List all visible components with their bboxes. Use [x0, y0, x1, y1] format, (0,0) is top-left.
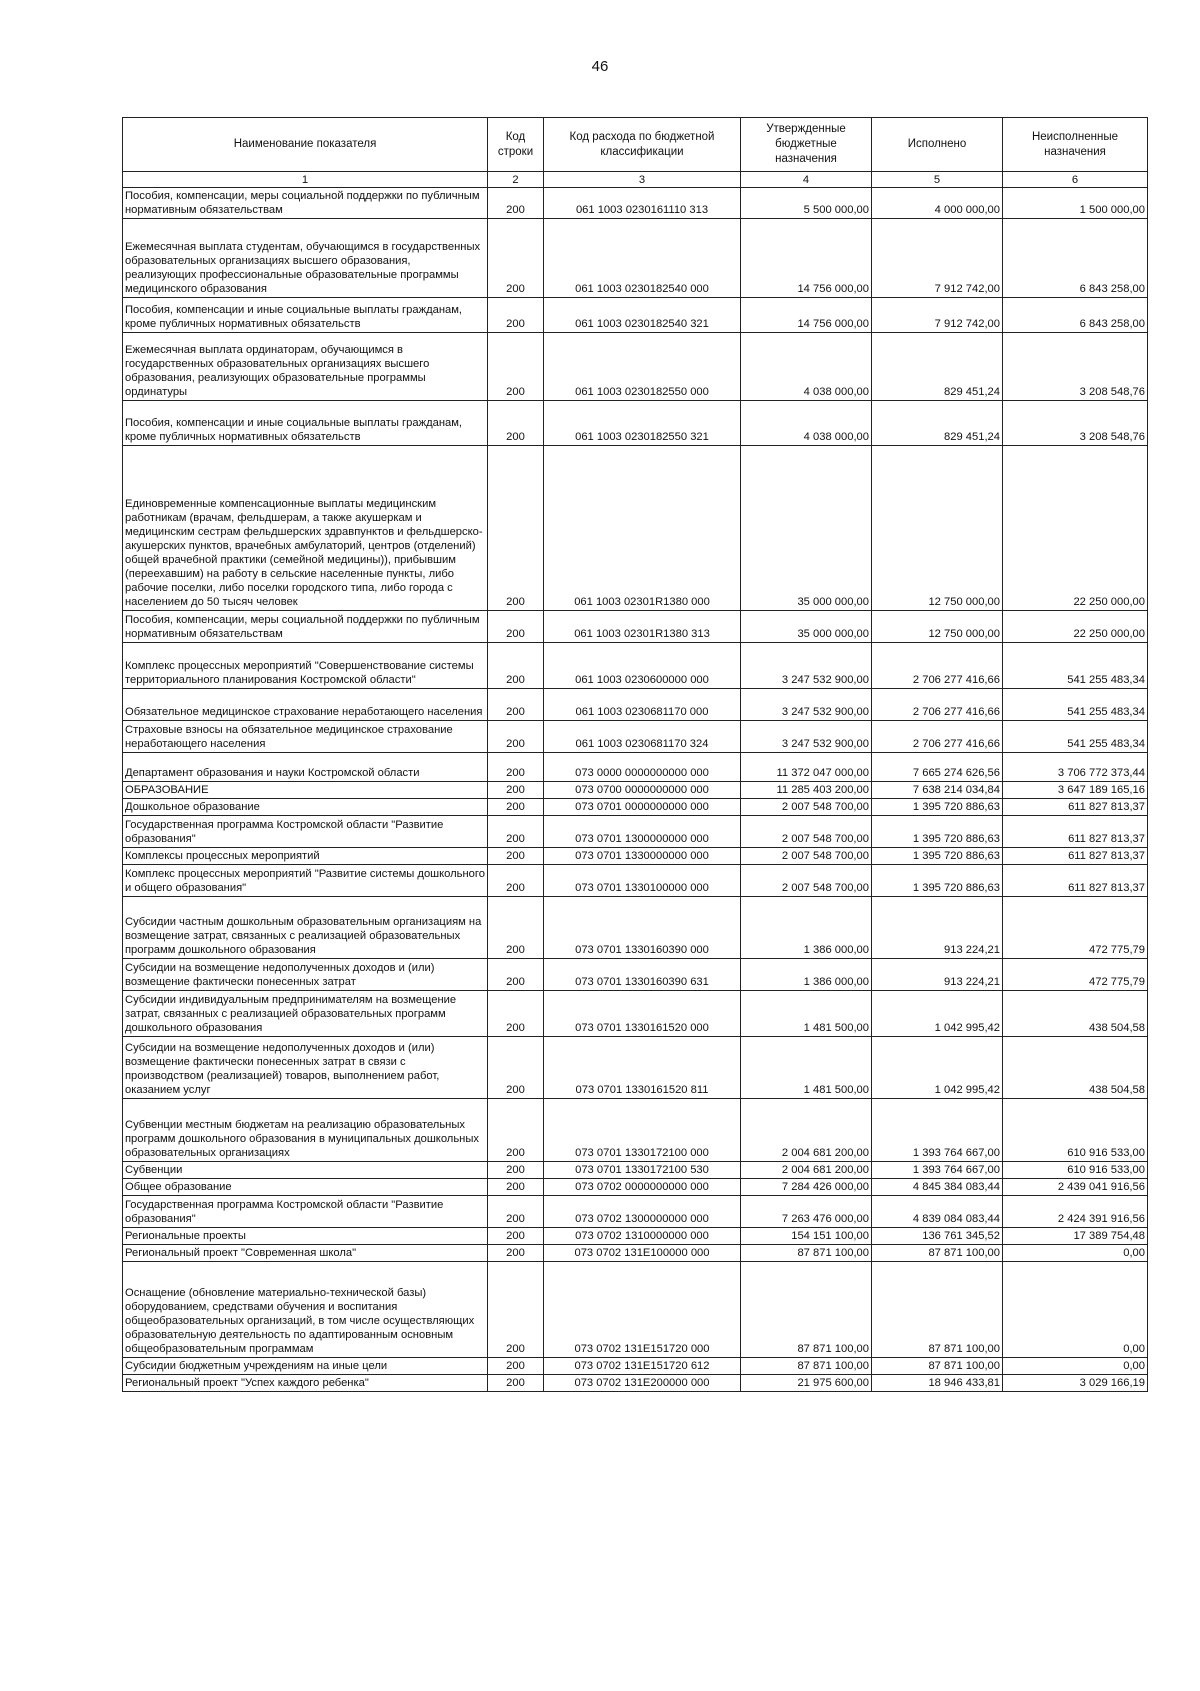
- header-unexecuted: Неисполненные назначения: [1003, 118, 1148, 172]
- table-row: [123, 643, 1148, 689]
- table-row: [123, 1228, 1148, 1245]
- table-row: [123, 959, 1148, 991]
- row-unexecuted: 438 504,58: [1003, 991, 1148, 1037]
- row-unexecuted: 0,00: [1003, 1358, 1148, 1375]
- row-unexecuted: 0,00: [1003, 1262, 1148, 1358]
- row-unexecuted: 611 827 813,37: [1003, 799, 1148, 816]
- row-unexecuted: 0,00: [1003, 1245, 1148, 1262]
- row-expense-code: 061 1003 0230681170 000: [544, 689, 741, 721]
- row-approved: 4 038 000,00: [741, 401, 872, 446]
- row-expense-code: 061 1003 0230681170 324: [544, 721, 741, 753]
- row-executed: 1 393 764 667,00: [872, 1099, 1003, 1162]
- row-approved: 3 247 532 900,00: [741, 643, 872, 689]
- row-name: Субсидии частным дошкольным образовательным организациям на возмещение затрат, связанных с реализацией образовательных программ дошкольного образования: [123, 897, 488, 959]
- table-row: [123, 782, 1148, 799]
- row-executed: 913 224,21: [872, 897, 1003, 959]
- row-executed: 87 871 100,00: [872, 1262, 1003, 1358]
- row-name: ОБРАЗОВАНИЕ: [123, 782, 488, 799]
- row-executed: 4 845 384 083,44: [872, 1179, 1003, 1196]
- row-approved: 11 285 403 200,00: [741, 782, 872, 799]
- row-name: Комплекс процессных мероприятий "Совершенствование системы территориального планирования Костромской области": [123, 643, 488, 689]
- table-row: [123, 1037, 1148, 1099]
- row-expense-code: 073 0701 1330161520 811: [544, 1037, 741, 1099]
- row-unexecuted: 472 775,79: [1003, 897, 1148, 959]
- column-index: 5: [872, 172, 1003, 188]
- header-name: Наименование показателя: [123, 118, 488, 172]
- row-expense-code: 073 0702 1310000000 000: [544, 1228, 741, 1245]
- row-name: Региональный проект "Успех каждого ребенка": [123, 1375, 488, 1392]
- row-approved: 35 000 000,00: [741, 611, 872, 643]
- row-name: Дошкольное образование: [123, 799, 488, 816]
- budget-execution-table: [122, 117, 1148, 1392]
- row-line-code: 200: [488, 848, 544, 865]
- row-name: Департамент образования и науки Костромской области: [123, 753, 488, 782]
- row-expense-code: 073 0701 0000000000 000: [544, 799, 741, 816]
- table-row: [123, 1375, 1148, 1392]
- row-line-code: 200: [488, 1375, 544, 1392]
- table-row: [123, 897, 1148, 959]
- row-executed: 2 706 277 416,66: [872, 689, 1003, 721]
- row-executed: 7 665 274 626,56: [872, 753, 1003, 782]
- row-name: Ежемесячная выплата ординаторам, обучающимся в государственных образовательных организациях высшего образования, реализующих образовательные программы ординатуры: [123, 333, 488, 401]
- row-name: Субвенции местным бюджетам на реализацию образовательных программ дошкольного образования в муниципальных дошкольных образовательных организациях: [123, 1099, 488, 1162]
- row-unexecuted: 438 504,58: [1003, 1037, 1148, 1099]
- row-executed: 1 042 995,42: [872, 1037, 1003, 1099]
- row-line-code: 200: [488, 1228, 544, 1245]
- column-index: 3: [544, 172, 741, 188]
- row-expense-code: 073 0701 1330172100 530: [544, 1162, 741, 1179]
- row-line-code: 200: [488, 1162, 544, 1179]
- row-expense-code: 073 0702 131E151720 612: [544, 1358, 741, 1375]
- column-index: 1: [123, 172, 488, 188]
- row-approved: 3 247 532 900,00: [741, 689, 872, 721]
- row-expense-code: 061 1003 0230161110 313: [544, 188, 741, 219]
- row-unexecuted: 22 250 000,00: [1003, 446, 1148, 611]
- table-row: [123, 1162, 1148, 1179]
- row-line-code: 200: [488, 188, 544, 219]
- row-approved: 3 247 532 900,00: [741, 721, 872, 753]
- row-expense-code: 073 0701 1330161520 000: [544, 991, 741, 1037]
- row-approved: 1 481 500,00: [741, 991, 872, 1037]
- row-unexecuted: 2 424 391 916,56: [1003, 1196, 1148, 1228]
- row-name: Региональные проекты: [123, 1228, 488, 1245]
- row-unexecuted: 3 029 166,19: [1003, 1375, 1148, 1392]
- row-executed: 2 706 277 416,66: [872, 643, 1003, 689]
- row-line-code: 200: [488, 991, 544, 1037]
- table-row: [123, 753, 1148, 782]
- row-approved: 2 007 548 700,00: [741, 816, 872, 848]
- row-unexecuted: 611 827 813,37: [1003, 816, 1148, 848]
- row-unexecuted: 3 208 548,76: [1003, 333, 1148, 401]
- row-name: Государственная программа Костромской области "Развитие образования": [123, 816, 488, 848]
- row-executed: 18 946 433,81: [872, 1375, 1003, 1392]
- column-index: 4: [741, 172, 872, 188]
- row-unexecuted: 541 255 483,34: [1003, 689, 1148, 721]
- row-name: Субсидии индивидуальным предпринимателям на возмещение затрат, связанных с реализацией образовательных программ дошкольного образования: [123, 991, 488, 1037]
- row-approved: 154 151 100,00: [741, 1228, 872, 1245]
- row-executed: 4 839 084 083,44: [872, 1196, 1003, 1228]
- row-name: Субсидии на возмещение недополученных доходов и (или) возмещение фактически понесенных затрат: [123, 959, 488, 991]
- row-expense-code: 061 1003 02301R1380 000: [544, 446, 741, 611]
- row-expense-code: 061 1003 0230182550 000: [544, 333, 741, 401]
- row-name: Ежемесячная выплата студентам, обучающимся в государственных образовательных организациях высшего образования, реализующих профессиональные образовательные программы медицинского образования: [123, 219, 488, 298]
- row-name: Пособия, компенсации и иные социальные выплаты гражданам, кроме публичных нормативных обязательств: [123, 298, 488, 333]
- row-expense-code: 073 0000 0000000000 000: [544, 753, 741, 782]
- row-executed: 1 393 764 667,00: [872, 1162, 1003, 1179]
- row-executed: 829 451,24: [872, 401, 1003, 446]
- row-line-code: 200: [488, 1358, 544, 1375]
- row-name: Пособия, компенсации и иные социальные выплаты гражданам, кроме публичных нормативных обязательств: [123, 401, 488, 446]
- row-name: Обязательное медицинское страхование неработающего населения: [123, 689, 488, 721]
- row-name: Комплексы процессных мероприятий: [123, 848, 488, 865]
- row-expense-code: 073 0702 0000000000 000: [544, 1179, 741, 1196]
- row-name: Субсидии бюджетным учреждениям на иные цели: [123, 1358, 488, 1375]
- row-name: Общее образование: [123, 1179, 488, 1196]
- row-approved: 2 004 681 200,00: [741, 1099, 872, 1162]
- row-unexecuted: 3 706 772 373,44: [1003, 753, 1148, 782]
- header-executed: Исполнено: [872, 118, 1003, 172]
- row-executed: 7 912 742,00: [872, 219, 1003, 298]
- table-row: [123, 721, 1148, 753]
- row-line-code: 200: [488, 689, 544, 721]
- table-row: [123, 446, 1148, 611]
- row-line-code: 200: [488, 959, 544, 991]
- row-unexecuted: 611 827 813,37: [1003, 865, 1148, 897]
- row-line-code: 200: [488, 799, 544, 816]
- table-row: [123, 1245, 1148, 1262]
- row-expense-code: 073 0701 1330172100 000: [544, 1099, 741, 1162]
- table-row: [123, 1099, 1148, 1162]
- row-approved: 7 263 476 000,00: [741, 1196, 872, 1228]
- row-expense-code: 073 0701 1330000000 000: [544, 848, 741, 865]
- row-expense-code: 073 0701 1330160390 631: [544, 959, 741, 991]
- row-approved: 2 007 548 700,00: [741, 799, 872, 816]
- row-name: Страховые взносы на обязательное медицинское страхование неработающего населения: [123, 721, 488, 753]
- table-row: [123, 1179, 1148, 1196]
- table-row: [123, 188, 1148, 219]
- row-approved: 4 038 000,00: [741, 333, 872, 401]
- row-unexecuted: 22 250 000,00: [1003, 611, 1148, 643]
- row-expense-code: 073 0701 1300000000 000: [544, 816, 741, 848]
- row-line-code: 200: [488, 1196, 544, 1228]
- row-executed: 4 000 000,00: [872, 188, 1003, 219]
- table-row: [123, 799, 1148, 816]
- row-line-code: 200: [488, 1262, 544, 1358]
- row-approved: 87 871 100,00: [741, 1245, 872, 1262]
- row-unexecuted: 610 916 533,00: [1003, 1162, 1148, 1179]
- row-line-code: 200: [488, 219, 544, 298]
- row-approved: 1 481 500,00: [741, 1037, 872, 1099]
- row-approved: 2 004 681 200,00: [741, 1162, 872, 1179]
- row-unexecuted: 611 827 813,37: [1003, 848, 1148, 865]
- row-approved: 35 000 000,00: [741, 446, 872, 611]
- table-row: [123, 1196, 1148, 1228]
- row-unexecuted: 1 500 000,00: [1003, 188, 1148, 219]
- row-executed: 2 706 277 416,66: [872, 721, 1003, 753]
- row-line-code: 200: [488, 643, 544, 689]
- row-expense-code: 073 0702 131E200000 000: [544, 1375, 741, 1392]
- row-executed: 829 451,24: [872, 333, 1003, 401]
- table-row: [123, 1262, 1148, 1358]
- row-unexecuted: 3 208 548,76: [1003, 401, 1148, 446]
- column-index: 6: [1003, 172, 1148, 188]
- row-line-code: 200: [488, 1099, 544, 1162]
- row-executed: 12 750 000,00: [872, 611, 1003, 643]
- row-expense-code: 073 0701 1330160390 000: [544, 897, 741, 959]
- table-row: [123, 689, 1148, 721]
- row-approved: 5 500 000,00: [741, 188, 872, 219]
- row-executed: 1 395 720 886,63: [872, 799, 1003, 816]
- header-line-code: Код строки: [488, 118, 544, 172]
- table-row: [123, 991, 1148, 1037]
- row-executed: 136 761 345,52: [872, 1228, 1003, 1245]
- row-approved: 87 871 100,00: [741, 1358, 872, 1375]
- row-unexecuted: 17 389 754,48: [1003, 1228, 1148, 1245]
- row-line-code: 200: [488, 816, 544, 848]
- table-row: [123, 865, 1148, 897]
- row-unexecuted: 472 775,79: [1003, 959, 1148, 991]
- row-line-code: 200: [488, 446, 544, 611]
- table-row: [123, 219, 1148, 298]
- row-expense-code: 061 1003 0230182540 000: [544, 219, 741, 298]
- row-executed: 913 224,21: [872, 959, 1003, 991]
- row-line-code: 200: [488, 897, 544, 959]
- row-unexecuted: 3 647 189 165,16: [1003, 782, 1148, 799]
- table-row: [123, 1358, 1148, 1375]
- row-approved: 1 386 000,00: [741, 959, 872, 991]
- row-name: Пособия, компенсации, меры социальной поддержки по публичным нормативным обязательствам: [123, 611, 488, 643]
- row-executed: 7 638 214 034,84: [872, 782, 1003, 799]
- table-row: [123, 611, 1148, 643]
- row-line-code: 200: [488, 611, 544, 643]
- row-name: Комплекс процессных мероприятий "Развитие системы дошкольного и общего образования": [123, 865, 488, 897]
- row-unexecuted: 6 843 258,00: [1003, 298, 1148, 333]
- row-name: Государственная программа Костромской области "Развитие образования": [123, 1196, 488, 1228]
- row-unexecuted: 6 843 258,00: [1003, 219, 1148, 298]
- header-row: [123, 118, 1148, 172]
- row-line-code: 200: [488, 721, 544, 753]
- row-line-code: 200: [488, 1037, 544, 1099]
- row-line-code: 200: [488, 1245, 544, 1262]
- row-line-code: 200: [488, 865, 544, 897]
- row-unexecuted: 541 255 483,34: [1003, 721, 1148, 753]
- page-number: 46: [591, 58, 609, 75]
- table-row: [123, 333, 1148, 401]
- row-line-code: 200: [488, 1179, 544, 1196]
- column-index-row: [123, 172, 1148, 188]
- row-expense-code: 073 0702 1300000000 000: [544, 1196, 741, 1228]
- row-name: Пособия, компенсации, меры социальной поддержки по публичным нормативным обязательствам: [123, 188, 488, 219]
- row-unexecuted: 610 916 533,00: [1003, 1099, 1148, 1162]
- row-executed: 12 750 000,00: [872, 446, 1003, 611]
- row-approved: 14 756 000,00: [741, 298, 872, 333]
- row-executed: 87 871 100,00: [872, 1245, 1003, 1262]
- row-approved: 2 007 548 700,00: [741, 865, 872, 897]
- row-expense-code: 073 0700 0000000000 000: [544, 782, 741, 799]
- row-line-code: 200: [488, 753, 544, 782]
- row-approved: 87 871 100,00: [741, 1262, 872, 1358]
- row-executed: 1 395 720 886,63: [872, 848, 1003, 865]
- row-approved: 11 372 047 000,00: [741, 753, 872, 782]
- row-expense-code: 061 1003 0230600000 000: [544, 643, 741, 689]
- row-expense-code: 061 1003 02301R1380 313: [544, 611, 741, 643]
- row-approved: 21 975 600,00: [741, 1375, 872, 1392]
- row-line-code: 200: [488, 298, 544, 333]
- row-executed: 1 395 720 886,63: [872, 865, 1003, 897]
- table-row: [123, 401, 1148, 446]
- row-name: Субсидии на возмещение недополученных доходов и (или) возмещение фактически понесенных затрат в связи с производством (реализацией) товаров, выполнением работ, оказанием услуг: [123, 1037, 488, 1099]
- row-expense-code: 061 1003 0230182540 321: [544, 298, 741, 333]
- row-approved: 14 756 000,00: [741, 219, 872, 298]
- row-line-code: 200: [488, 782, 544, 799]
- table-row: [123, 816, 1148, 848]
- table-row: [123, 848, 1148, 865]
- column-index: 2: [488, 172, 544, 188]
- row-executed: 87 871 100,00: [872, 1358, 1003, 1375]
- row-expense-code: 073 0701 1330100000 000: [544, 865, 741, 897]
- row-expense-code: 073 0702 131E151720 000: [544, 1262, 741, 1358]
- row-name: Оснащение (обновление материально-технической базы) оборудованием, средствами обучения и воспитания общеобразовательных организаций, в том числе осуществляющих образовательную деятельность по адаптированным основным общеобразовательным программам: [123, 1262, 488, 1358]
- table-row: [123, 298, 1148, 333]
- row-expense-code: 073 0702 131E100000 000: [544, 1245, 741, 1262]
- row-approved: 1 386 000,00: [741, 897, 872, 959]
- row-name: Региональный проект "Современная школа": [123, 1245, 488, 1262]
- row-name: Субвенции: [123, 1162, 488, 1179]
- row-line-code: 200: [488, 401, 544, 446]
- row-approved: 7 284 426 000,00: [741, 1179, 872, 1196]
- header-expense-code: Код расхода по бюджетной классификации: [544, 118, 741, 172]
- row-executed: 1 395 720 886,63: [872, 816, 1003, 848]
- row-approved: 2 007 548 700,00: [741, 848, 872, 865]
- row-executed: 7 912 742,00: [872, 298, 1003, 333]
- header-approved: Утвержденные бюджетные назначения: [741, 118, 872, 172]
- row-expense-code: 061 1003 0230182550 321: [544, 401, 741, 446]
- row-unexecuted: 2 439 041 916,56: [1003, 1179, 1148, 1196]
- row-name: Единовременные компенсационные выплаты медицинским работникам (врачам, фельдшерам, а также акушеркам и медицинским сестрам фельдшерских здравпунктов и фельдшерско-акушерских пунктов, врачебных амбулаторий, центров (отделений) общей врачебной практики (семейной медицины)), прибывшим (переехавшим) на работу в сельские населенные пункты, либо рабочие поселки, либо поселки городского типа, либо города с населением до 50 тысяч человек: [123, 446, 488, 611]
- table-body: [123, 188, 1148, 1392]
- row-unexecuted: 541 255 483,34: [1003, 643, 1148, 689]
- row-line-code: 200: [488, 333, 544, 401]
- row-executed: 1 042 995,42: [872, 991, 1003, 1037]
